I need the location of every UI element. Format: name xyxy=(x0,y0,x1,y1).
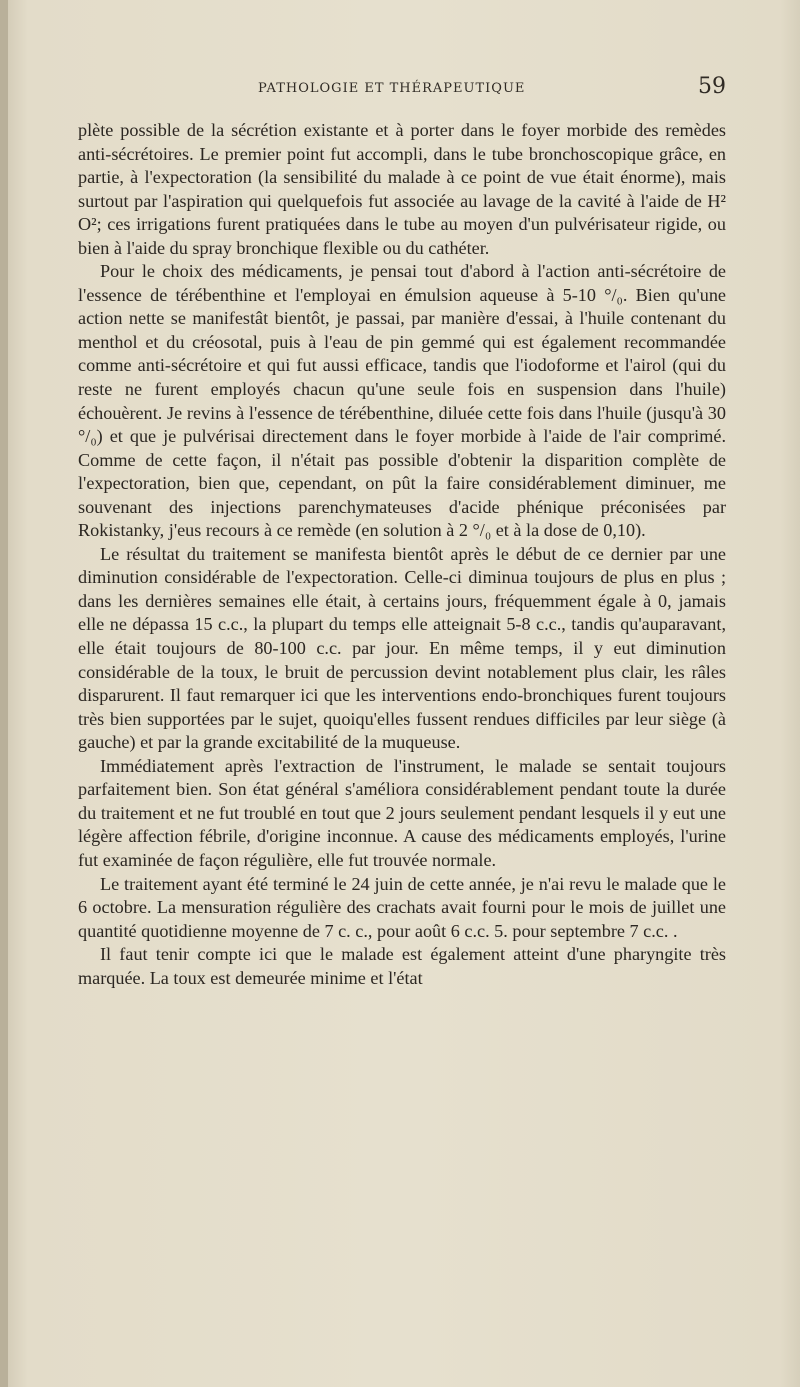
paragraph-2: Pour le choix des médicaments, je pensai tout d'abord à l'action anti-sécrétoire de l'essence de térébenthine et l'employai en émulsion aqueuse à 5-10 °/₀. Bien qu'une action nette se manifestât bientôt, je passai, par manière d'essai, à l'huile contenant du menthol et du créosotal, puis à l'eau de pin gemmé qui est également recommandée comme anti-sécrétoire et qui fut aussi efficace, tandis que l'iodoforme et l'airol (qui du reste ne furent employés chacun qu'une seule fois en suspension dans l'huile) échouèrent. Je revins à l'essence de térébenthine, diluée cette fois dans l'huile (jusqu'à 30 °/₀) et que je pulvérisai directement dans le foyer morbide à l'aide de l'air comprimé. Comme de cette façon, il n'était pas possible d'obtenir la disparition complète de l'expectoration, bien que, cependant, on pût la faire considérablement diminuer, me souvenant des injections parenchymateuses d'acide phénique préconisées par Rokistanky, j'eus recours à ce remède (en solution à 2 °/₀ et à la dose de 0,10). xyxy=(78,261,726,541)
page-spine-shadow xyxy=(0,0,8,1387)
paragraph-6: Il faut tenir compte ici que le malade est également atteint d'une pharyngite très marquée. La toux est demeurée minime et l'état xyxy=(78,944,726,988)
paragraph-1: plète possible de la sécrétion existante et à porter dans le foyer morbide des remèdes anti-sécrétoires. Le premier point fut accompli, dans le tube bronchoscopique grâce, en partie, à l'expectoration (la sensibilité du malade à ce point de vue était énorme), mais surtout par l'aspiration qui quelquefois fut associée au lavage de la cavité à l'aide de H² O²; ces irrigations furent pratiquées dans le tube au moyen d'un pulvérisateur rigide, ou bien à l'aide du spray bronchique flexible ou du cathéter. xyxy=(78,120,726,258)
paragraph-4: Immédiatement après l'extraction de l'instrument, le malade se sentait toujours parfaitement bien. Son état général s'améliora considérablement pendant toute la durée du traitement et ne fut troublé en tout que 2 jours seulement pendant lesquels il y eut une légère affection fébrile, d'origine inconnue. A cause des médicaments employés, l'urine fut examinée de façon régulière, elle fut trouvée normale. xyxy=(78,755,726,870)
running-header xyxy=(78,74,726,104)
paragraph-5: Le traitement ayant été terminé le 24 juin de cette année, je n'ai revu le malade que le 6 octobre. La mensuration régulière des crachats avait fourni pour le mois de juillet une quantité quotidienne moyenne de 7 c. c., pour août 6 c.c. 5. pour septembre 7 c.c. . xyxy=(78,873,726,941)
paragraph-3: Le résultat du traitement se manifesta bientôt après le début de ce dernier par une diminution considérable de l'expectoration. Celle-ci diminua toujours de plus en plus ; dans les dernières semaines elle était, à certains jours, fréquemment égale à 0, jamais elle ne dépassa 15 c.c., la plupart du temps elle atteignait 5-8 c.c., tandis qu'auparavant, elle était toujours de 80-100 c.c. par jour. En même temps, il y eut diminution considérable de la toux, le bruit de percussion devint notablement plus clair, les râles disparurent. Il faut remarquer ici que les interventions endo-bronchiques furent toujours très bien supportées par le sujet, quoiqu'elles fussent rendues difficiles par leur siège (à gauche) et par la grande excitabilité de la muqueuse. xyxy=(78,543,726,753)
running-title: PATHOLOGIE ET THÉRAPEUTIQUE xyxy=(258,81,526,96)
page-number: 59 xyxy=(698,74,726,99)
body-text xyxy=(78,119,726,990)
